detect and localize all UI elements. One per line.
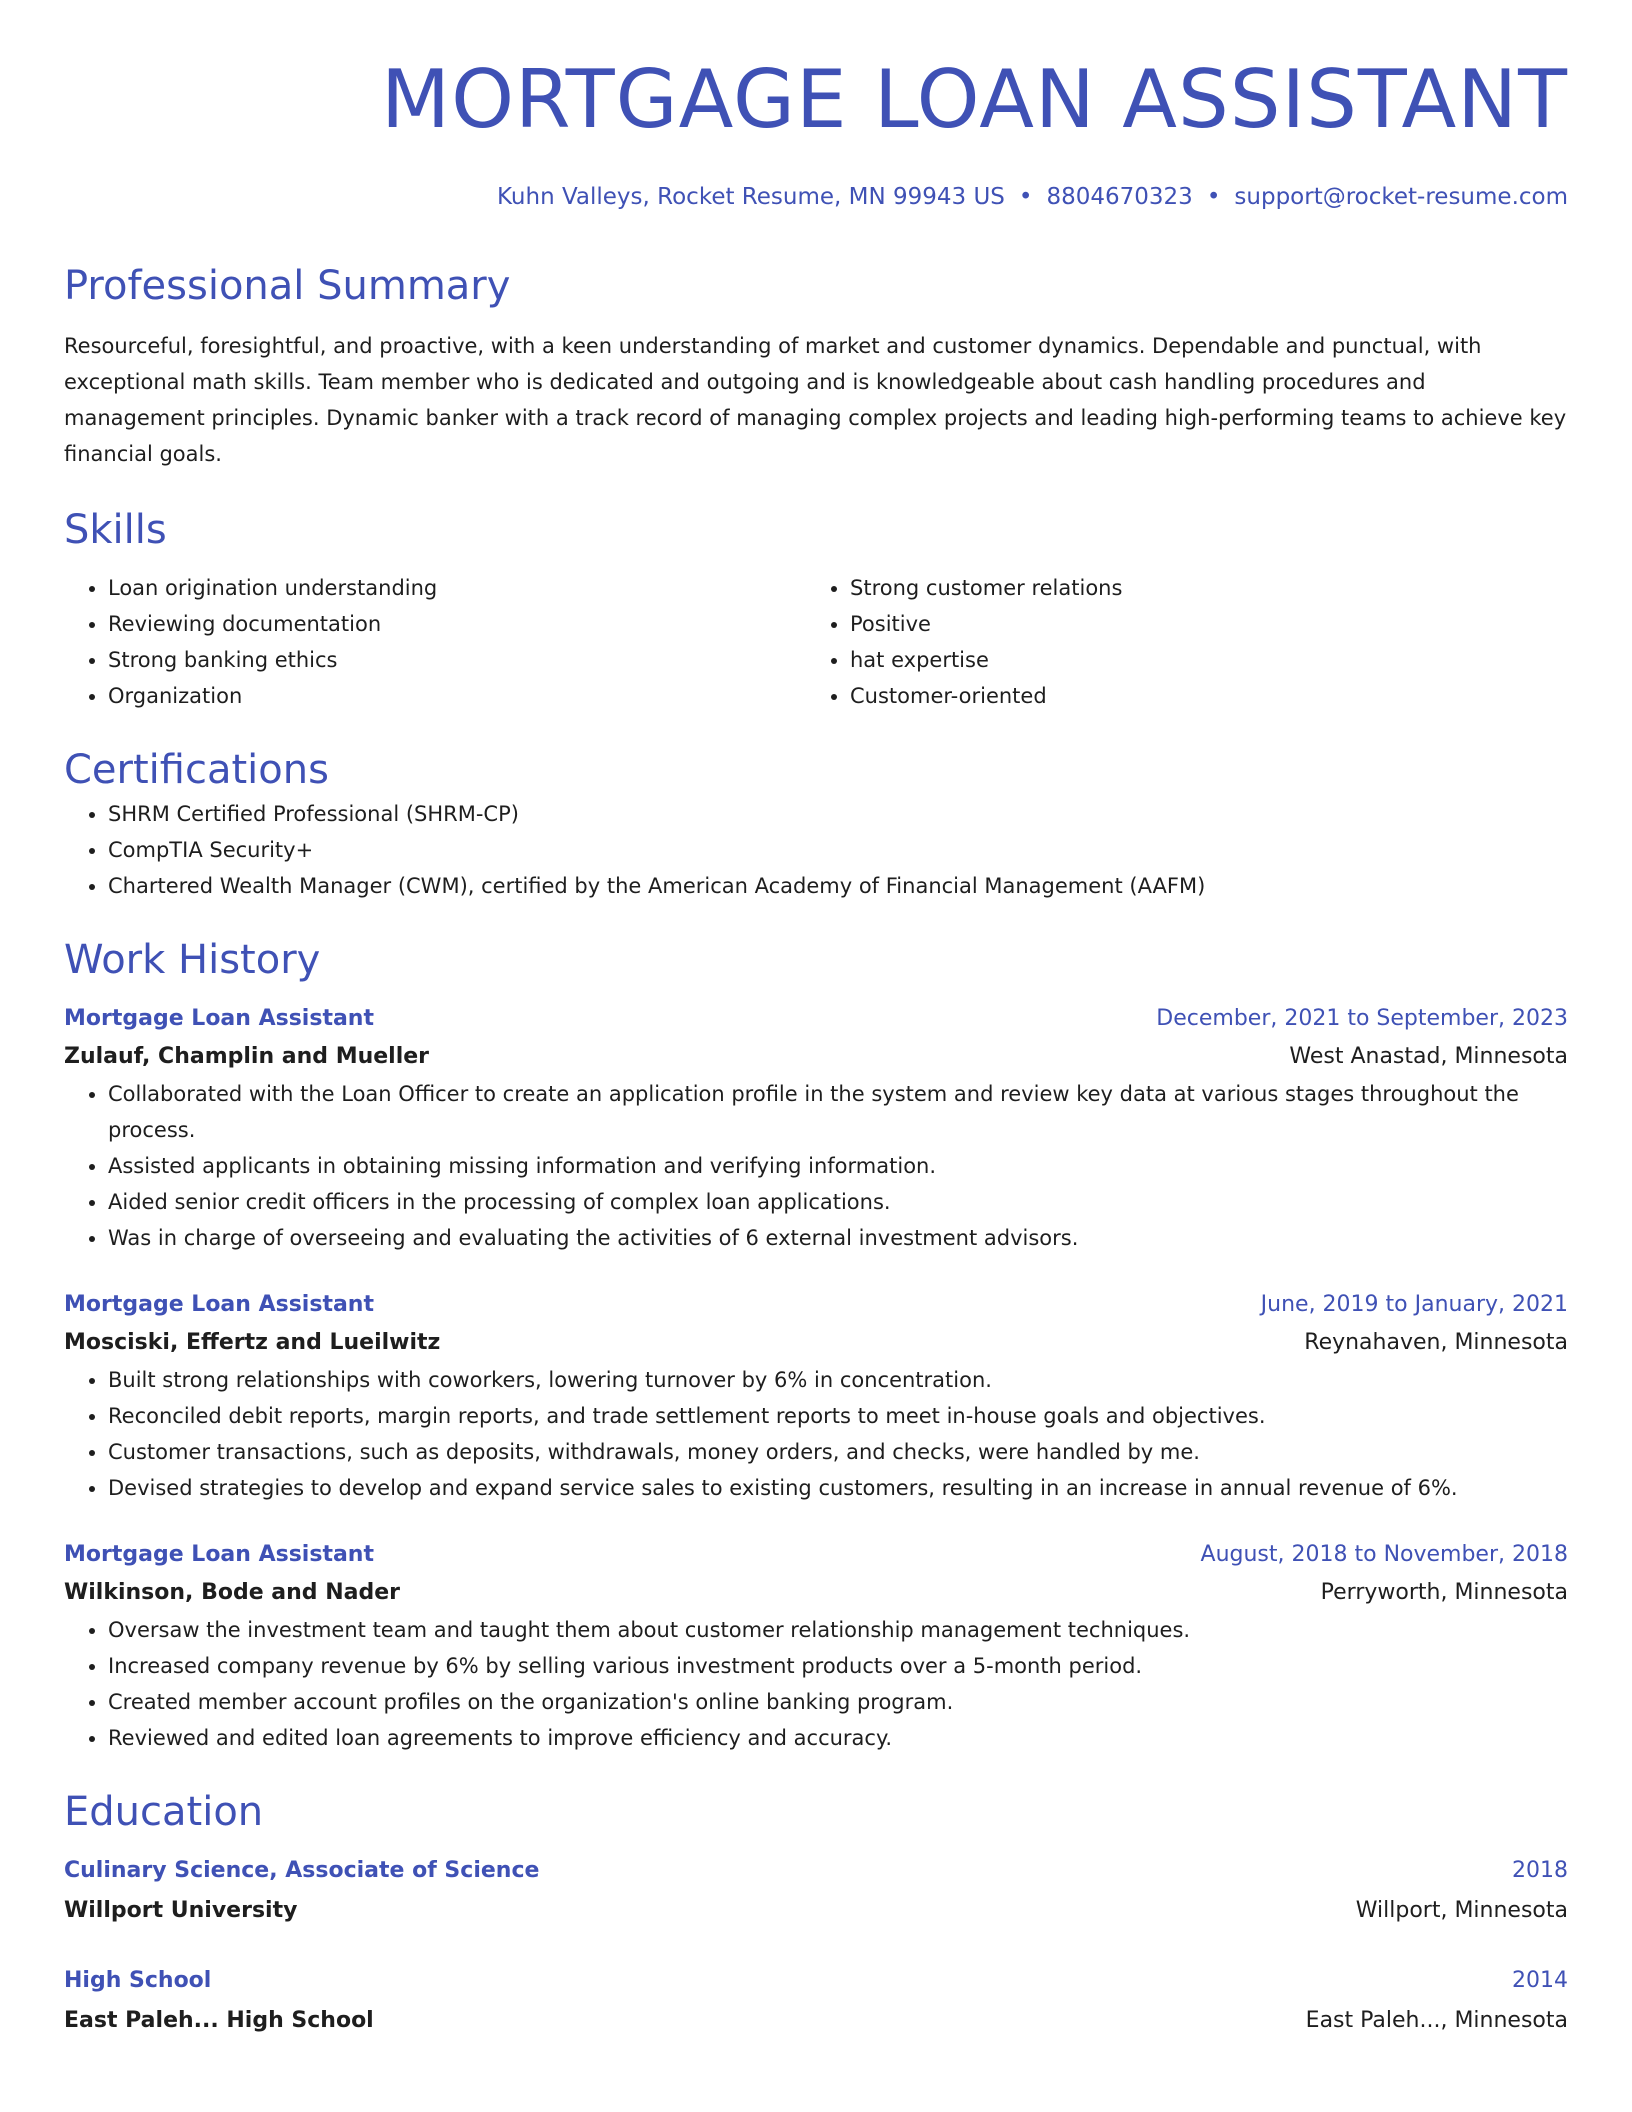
job-header-row	[64, 1536, 1568, 1574]
education-entry	[64, 1962, 1568, 2042]
job-company: Zulauf, Champlin and Mueller	[64, 1044, 430, 1069]
job-bullet: • Customer transactions, such as deposits, withdrawals, money orders, and checks, were handled by me.	[108, 1434, 1568, 1470]
job-title: Mortgage Loan Assistant	[64, 1006, 374, 1031]
job-bullet: • Oversaw the investment team and taught them about customer relationship management techniques.	[108, 1612, 1568, 1648]
skill-item: • Loan origination understanding	[108, 570, 806, 606]
contact-address: Kuhn Valleys, Rocket Resume, MN 99943 US	[496, 184, 1005, 210]
education-section	[64, 1786, 1568, 2042]
professional-summary-section	[64, 260, 1568, 472]
job-bullet: • Aided senior credit officers in the processing of complex loan applications.	[108, 1184, 1568, 1220]
job-title: Mortgage Loan Assistant	[64, 1292, 374, 1317]
skill-item: • Strong banking ethics	[108, 642, 806, 678]
education-location: East Paleh..., Minnesota	[1305, 2008, 1568, 2033]
education-school: Willport University	[64, 1898, 298, 1923]
certifications-section	[64, 744, 1568, 904]
summary-text: Resourceful, foresightful, and proactive, with a keen understanding of market and customer dynamics. Dependable and punctual, with exceptional math skills. Team member who is dedicated and outgoing and is knowledgeable about cash handling procedures and management principles. Dynamic banker with a track record of managing complex projects and leading high-performing teams to achieve key financial goals.	[64, 334, 1567, 466]
skill-item: • Organization	[108, 678, 806, 714]
contact-email: support@rocket-resume.com	[1234, 184, 1568, 210]
job-header-row	[64, 1000, 1568, 1038]
education-school-row	[64, 2000, 1568, 2042]
skill-item: • Customer-oriented	[850, 678, 1548, 714]
job-company: Wilkinson, Bode and Nader	[64, 1580, 400, 1605]
certifications-list	[64, 796, 1568, 904]
contact-separator: •	[1206, 184, 1221, 210]
job-bullet: • Built strong relationships with coworkers, lowering turnover by 6% in concentration.	[108, 1362, 1568, 1398]
job-bullets	[64, 1076, 1568, 1256]
education-degree: High School	[64, 1968, 212, 1993]
education-year: 2014	[1512, 1968, 1568, 1993]
education-degree: Culinary Science, Associate of Science	[64, 1858, 540, 1883]
skill-item: • Positive	[850, 606, 1548, 642]
job-company: Mosciski, Effertz and Lueilwitz	[64, 1330, 441, 1355]
job-bullet: • Was in charge of overseeing and evaluating the activities of 6 external investment advisors.	[108, 1220, 1568, 1256]
job-dates: August, 2018 to November, 2018	[1200, 1542, 1568, 1567]
job-bullet: • Devised strategies to develop and expand service sales to existing customers, resulting in an increase in annual revenue of 6%.	[108, 1470, 1568, 1506]
job-title: Mortgage Loan Assistant	[64, 1542, 374, 1567]
skills-list-left	[64, 570, 806, 714]
section-title-skills: Skills	[64, 507, 167, 553]
job-bullets	[64, 1612, 1568, 1756]
job-bullet: • Increased company revenue by 6% by selling various investment products over a 5-month period.	[108, 1648, 1568, 1684]
section-title-certifications: Certifications	[64, 747, 329, 793]
skill-item: • Reviewing documentation	[108, 606, 806, 642]
job-bullet: • Reconciled debit reports, margin reports, and trade settlement reports to meet in-house goals and objectives.	[108, 1398, 1568, 1434]
section-title-work-history: Work History	[64, 937, 321, 983]
education-header-row	[64, 1852, 1568, 1890]
job-dates: December, 2021 to September, 2023	[1156, 1006, 1568, 1031]
contact-separator: •	[1018, 184, 1033, 210]
job-location: Reynahaven, Minnesota	[1304, 1330, 1568, 1355]
skill-item: • hat expertise	[850, 642, 1548, 678]
certification-item: • CompTIA Security+	[108, 832, 1568, 868]
job-bullet: • Collaborated with the Loan Officer to create an application profile in the system and review key data at various stages throughout the process.	[108, 1076, 1568, 1148]
work-history-section	[64, 934, 1568, 1756]
candidate-name: MORTGAGE LOAN ASSISTANT	[381, 53, 1568, 146]
job-bullets	[64, 1362, 1568, 1506]
contact-phone: 8804670323	[1046, 184, 1193, 210]
resume-header	[64, 0, 1568, 212]
education-entry	[64, 1852, 1568, 1932]
skills-grid	[64, 570, 1568, 714]
education-school-row	[64, 1890, 1568, 1932]
job-dates: June, 2019 to January, 2021	[1260, 1292, 1568, 1317]
job-location: Perryworth, Minnesota	[1320, 1580, 1568, 1605]
skill-item: • Strong customer relations	[850, 570, 1548, 606]
job-company-row	[64, 1574, 1568, 1612]
section-title-summary: Professional Summary	[64, 263, 511, 309]
job-entry	[64, 1286, 1568, 1506]
job-bullet: • Assisted applicants in obtaining missing information and verifying information.	[108, 1148, 1568, 1184]
education-year: 2018	[1512, 1858, 1568, 1883]
contact-line	[64, 182, 1568, 212]
job-company-row	[64, 1324, 1568, 1362]
education-location: Willport, Minnesota	[1355, 1898, 1568, 1923]
certification-item: • SHRM Certified Professional (SHRM-CP)	[108, 796, 1568, 832]
section-title-education: Education	[64, 1789, 264, 1835]
job-bullet: • Reviewed and edited loan agreements to improve efficiency and accuracy.	[108, 1720, 1568, 1756]
certification-item: • Chartered Wealth Manager (CWM), certified by the American Academy of Financial Management (AAFM)	[108, 868, 1568, 904]
job-header-row	[64, 1286, 1568, 1324]
job-entry	[64, 1536, 1568, 1756]
skills-list-right	[806, 570, 1548, 714]
job-bullet: • Created member account profiles on the organization's online banking program.	[108, 1684, 1568, 1720]
skills-section	[64, 504, 1568, 714]
job-entry	[64, 1000, 1568, 1256]
job-location: West Anastad, Minnesota	[1289, 1044, 1568, 1069]
education-school: East Paleh... High School	[64, 2008, 374, 2033]
resume-page	[64, 0, 1568, 2042]
education-header-row	[64, 1962, 1568, 2000]
job-company-row	[64, 1038, 1568, 1076]
